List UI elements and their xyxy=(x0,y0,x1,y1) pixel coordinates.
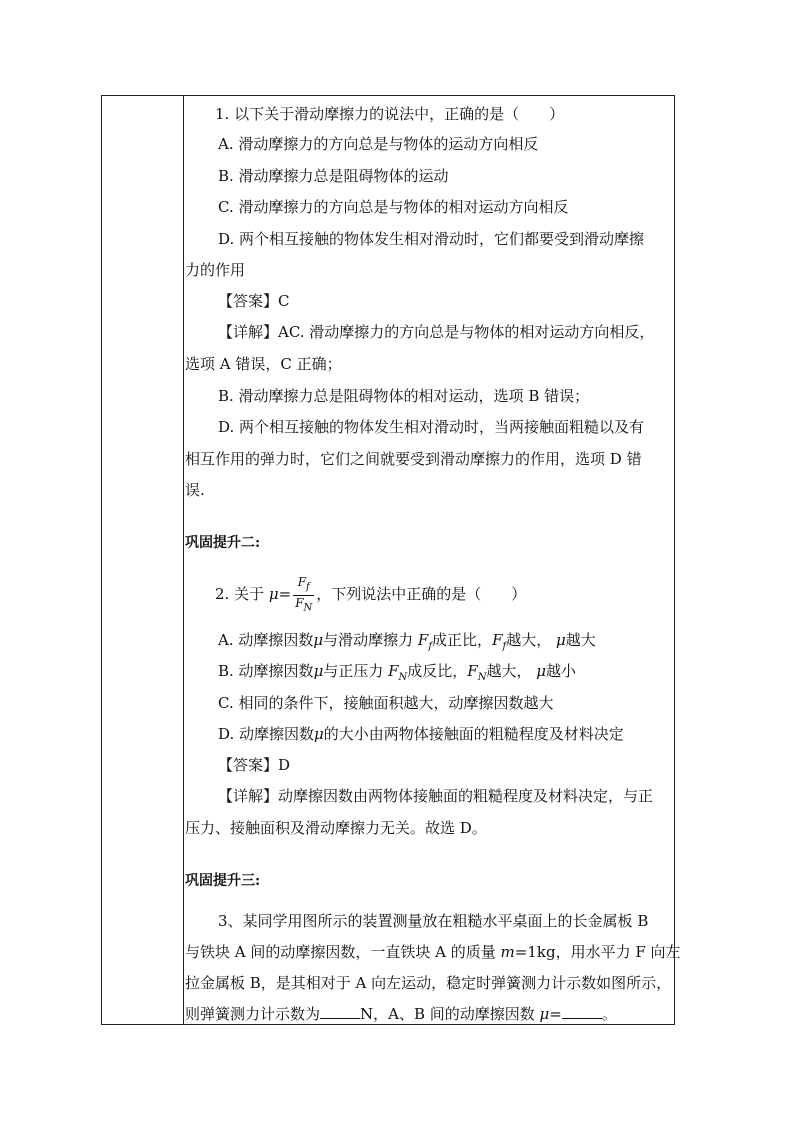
q2-detail-2: 压力、接触面积及滑动摩擦力无关。故选 D。 xyxy=(185,819,487,837)
q1-detail-3: B. 滑动摩擦力总是阻碍物体的相对运动，选项 B 错误； xyxy=(218,387,590,405)
fraction-numerator: $F_f$ xyxy=(293,575,314,595)
section-heading-3: 巩固提升三: xyxy=(185,873,261,889)
q1-detail-1: 【详解】AC. 滑动摩擦力的方向总是与物体的相对运动方向相反， xyxy=(218,323,655,341)
q2-stem-post: ，下列说法中正确的是（ ） xyxy=(316,585,527,603)
fraction-ff-fn xyxy=(293,575,314,615)
q1-detail-2: 选项 A 错误，C 正确； xyxy=(185,355,342,373)
answer-blank-mu xyxy=(562,1004,602,1019)
mu-symbol: μ xyxy=(268,585,279,603)
q2-option-c: C. 相同的条件下，接触面积越大，动摩擦因数越大 xyxy=(218,694,554,712)
fraction-denominator: $F_N$ xyxy=(295,595,313,613)
q1-answer: 【答案】C xyxy=(218,292,290,310)
q3-line-3: 拉金属板 B，是其相对于 A 向左运动，稳定时弹簧测力计示数如图所示， xyxy=(185,974,672,992)
q2-stem-pre: 2. 关于 xyxy=(215,585,265,603)
q2-option-a: A. 动摩擦因数μ与滑动摩擦力 $F_f$成正比，$F_f$越大， μ越大 xyxy=(218,631,596,652)
q1-option-a: A. 滑动摩擦力的方向总是与物体的运动方向相反 xyxy=(218,135,539,153)
q2-option-b: B. 动摩擦因数μ与正压力 $F_N$成反比，$F_N$越大， μ越小 xyxy=(218,662,577,683)
document-table xyxy=(101,95,681,1025)
q1-detail-4: D. 两个相互接触的物体发生相对滑动时，当两接触面粗糙以及有 xyxy=(218,418,645,436)
q1-option-d-cont: 力的作用 xyxy=(185,261,246,279)
q1-detail-6: 误. xyxy=(185,481,205,499)
answer-blank-force xyxy=(320,1004,360,1019)
table-left-column xyxy=(102,96,184,1024)
section-heading-2: 巩固提升二: xyxy=(185,535,261,551)
q3-line-4: 则弹簧测力计示数为 N，A、B 间的动摩擦因数 μ= 。 xyxy=(185,1005,617,1023)
q1-detail-5: 相互作用的弹力时，它们之间就要受到滑动摩擦力的作用，选项 D 错 xyxy=(185,450,642,468)
equals-sign: = xyxy=(278,585,292,603)
q3-line-1: 3、某同学用图所示的装置测量放在粗糙水平桌面上的长金属板 B xyxy=(218,912,649,930)
q2-stem xyxy=(185,574,526,614)
q3-line-2: 与铁块 A 间的动摩擦因数，一直铁块 A 的质量 m=1kg，用水平力 F 向左 xyxy=(185,943,681,961)
q2-detail-1: 【详解】动摩擦因数由两物体接触面的粗糙程度及材料决定，与正 xyxy=(218,787,654,805)
q2-answer: 【答案】D xyxy=(218,756,291,774)
q1-stem: 1. 以下关于滑动摩擦力的说法中，正确的是（ ） xyxy=(215,105,565,123)
q2-option-d: D. 动摩擦因数μ的大小由两物体接触面的粗糙程度及材料决定 xyxy=(218,725,624,743)
q1-option-c: C. 滑动摩擦力的方向总是与物体的相对运动方向相反 xyxy=(218,198,569,216)
q1-option-d: D. 两个相互接触的物体发生相对滑动时，它们都要受到滑动摩擦 xyxy=(218,230,645,248)
q1-option-b: B. 滑动摩擦力总是阻碍物体的运动 xyxy=(218,167,449,185)
